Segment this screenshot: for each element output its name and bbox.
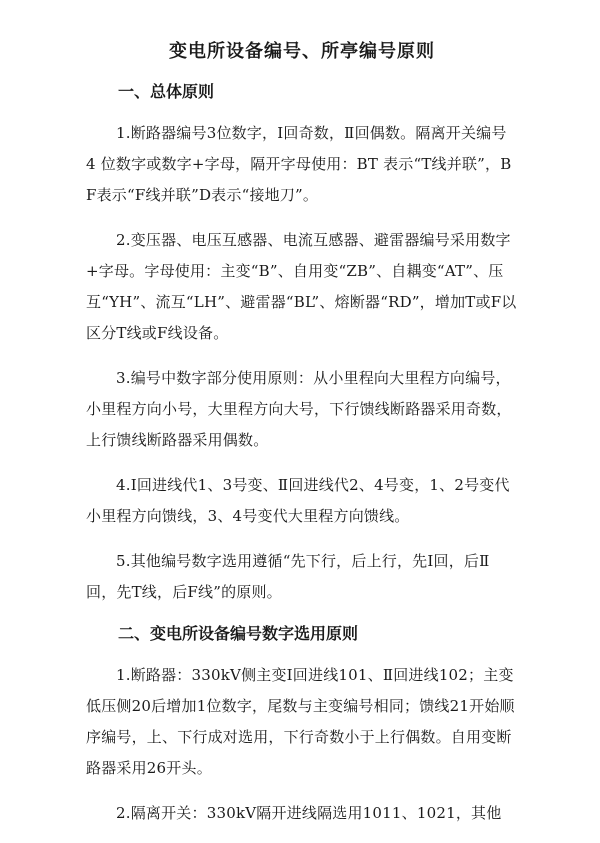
section-heading-substation-number-selection: 二、变电所设备编号数字选用原则 <box>118 624 359 643</box>
paragraph-disconnector-number-selection: 2.隔离开关：330kV隔开进线隔选用1011、1021，其他 <box>116 804 502 822</box>
paragraph-incoming-line-assignment: 4.Ⅰ回进线代1、3号变、Ⅱ回进线代2、4号变，1、2号变代小里程方向馈线，3、4号变代大里程方向馈线。 <box>86 476 510 525</box>
paragraph-equipment-letter-codes: 2.变压器、电压互感器、电流互感器、避雷器编号采用数字+字母。字母使用：主变“B”、自用变“ZB”、自耦变“AT”、压互“YH”、流互“LH”、避雷器“BL”、熔断器“RD”，增加T或F以区分T线或F线设备。 <box>86 231 517 342</box>
paragraph-other-numbering-order: 5.其他编号数字选用遵循“先下行，后上行，先Ⅰ回，后Ⅱ回，先T线，后F线”的原则。 <box>86 552 490 601</box>
document-title: 变电所设备编号、所亭编号原则 <box>169 41 435 62</box>
paragraph-circuit-breaker-numbering: 1.断路器编号3位数字，Ⅰ回奇数，Ⅱ回偶数。隔离开关编号 4 位数字或数字+字母，隔开字母使用：BT 表示“T线并联”，BF表示“F线并联”D表示“接地刀”。 <box>86 124 512 204</box>
document-page <box>86 40 518 843</box>
paragraph-number-usage-principle: 3.编号中数字部分使用原则：从小里程向大里程方向编号，小里程方向小号，大里程方向大号，下行馈线断路器采用奇数，上行馈线断路器采用偶数。 <box>86 369 512 449</box>
paragraph-breaker-number-selection: 1.断路器：330kV侧主变Ⅰ回进线101、Ⅱ回进线102；主变低压侧20后增加1位数字，尾数与主变编号相同；馈线21开始顺序编号，上、下行成对选用，下行奇数小于上行偶数。自用变断路器采用26开头。 <box>86 666 515 777</box>
section-heading-general-principles: 一、总体原则 <box>118 82 215 101</box>
